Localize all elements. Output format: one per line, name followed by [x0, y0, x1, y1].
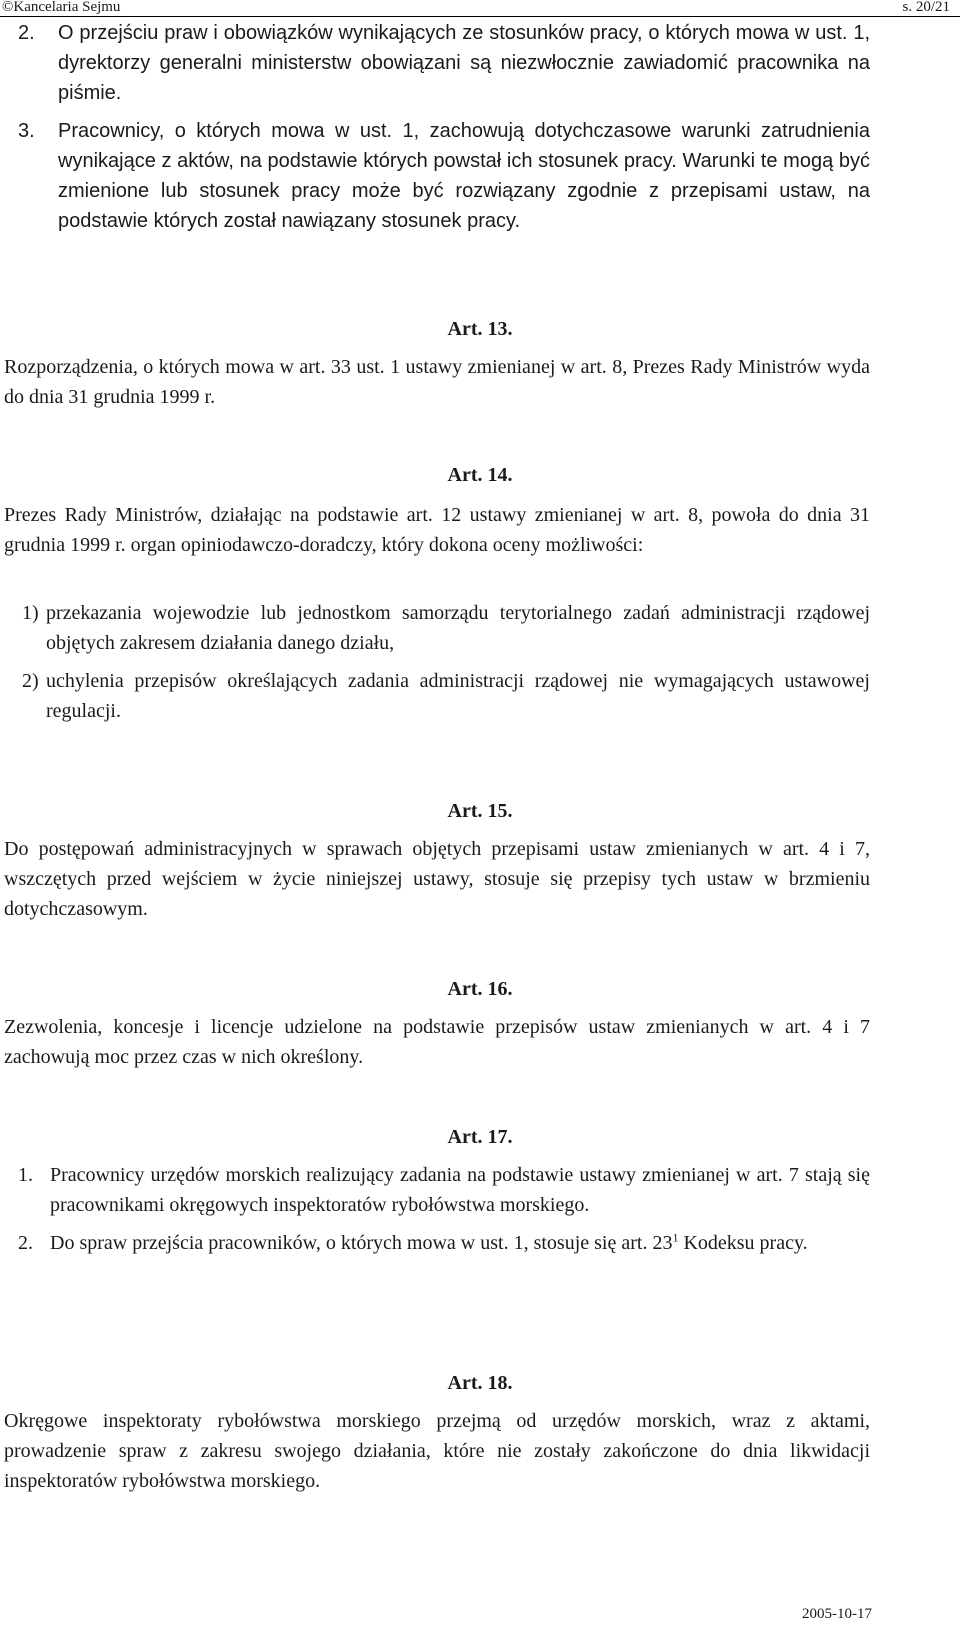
article-title: Art. 14. — [447, 464, 513, 486]
article-16-text: Zezwolenia, koncesje i licencje udzielone na podstawie przepisów ustaw zmienianych w art. 4 i 7 zachowują moc przez czas w nich określony. — [4, 1016, 870, 1068]
article-title: Art. 17. — [447, 1126, 513, 1148]
page-header — [0, 0, 960, 17]
intro-section — [4, 18, 870, 236]
paragraph-number: 2. — [18, 1232, 33, 1254]
paragraph-2 — [4, 18, 870, 108]
paragraph-text — [50, 1228, 870, 1258]
list-item-text: uchylenia przepisów określających zadania administracji rządowej nie wymagających ustawowej regulacji. — [46, 670, 870, 722]
article-15-text: Do postępowań administracyjnych w sprawach objętych przepisami ustaw zmienianych w art. 4 i 7, wszczętych przed wejściem w życie niniejszej ustawy, stosuje się przepisy tych ustaw w brzmieniu dotychczasowym. — [4, 838, 870, 920]
paragraph-3 — [4, 116, 870, 236]
article-title: Art. 16. — [447, 978, 513, 1000]
article-title: Art. 13. — [447, 318, 513, 340]
paragraph-text: O przejściu praw i obowiązków wynikających ze stosunków pracy, o których mowa w ust. 1, dyrektorzy generalni ministerstw obowiązani są niezwłocznie zawiadomić pracownika na piśmie. — [58, 22, 870, 104]
paragraph-text: Pracownicy, o których mowa w ust. 1, zachowują dotychczasowe warunki zatrudnienia wynikające z aktów, na podstawie których powstał ich stosunek pracy. Warunki te mogą być zmienione lub stosunek pracy może być rozwiązany zgodnie z przepisami ustaw, na podstawie których został nawiązany stosunek pracy. — [58, 120, 870, 232]
superscript: 1 — [672, 1230, 679, 1245]
paragraph-2 — [4, 1228, 870, 1258]
article-title: Art. 15. — [447, 800, 513, 822]
paragraph-text-before: Do spraw przejścia pracowników, o których mowa w ust. 1, stosuje się art. 23 — [50, 1232, 673, 1254]
article-14-list — [4, 598, 870, 726]
footer-date: 2005-10-17 — [802, 1606, 872, 1622]
article-14-text: Prezes Rady Ministrów, działając na podstawie art. 12 ustawy zmienianej w art. 8, powoła do dnia 31 grudnia 1999 r. organ opiniodawczo-doradczy, który dokona oceny możliwości: — [4, 504, 870, 556]
article-title: Art. 18. — [447, 1372, 513, 1394]
list-item-number: 1) — [22, 602, 39, 624]
article-13-text: Rozporządzenia, o których mowa w art. 33 ust. 1 ustawy zmienianej w art. 8, Prezes Rady Ministrów wyda do dnia 31 grudnia 1999 r. — [4, 356, 870, 408]
publisher-label: ©Kancelaria Sejmu — [2, 0, 121, 15]
list-item-number: 2) — [22, 670, 39, 692]
paragraph-text: Pracownicy urzędów morskich realizujący zadania na podstawie ustawy zmienianej w art. 7 stają się pracownikami okręgowych inspektoratów rybołówstwa morskiego. — [50, 1164, 870, 1216]
paragraph-text-after: Kodeksu pracy. — [678, 1232, 808, 1254]
paragraph-1 — [4, 1160, 870, 1220]
page-number: s. 20/21 — [902, 0, 950, 15]
paragraph-number: 2. — [18, 22, 35, 44]
list-item-text: przekazania wojewodzie lub jednostkom samorządu terytorialnego zadań administracji rządowej objętych zakresem działania danego działu, — [46, 602, 870, 654]
list-item — [4, 598, 870, 658]
paragraph-number: 1. — [18, 1164, 33, 1186]
paragraph-number: 3. — [18, 120, 35, 142]
article-18-text: Okręgowe inspektoraty rybołówstwa morskiego przejmą od urzędów morskich, wraz z aktami, prowadzenie spraw z zakresu swojego działania, które nie zostały zakończone do dnia likwidacji inspektoratów rybołówstwa morskiego. — [4, 1410, 870, 1492]
article-17-section — [4, 1160, 870, 1258]
list-item — [4, 666, 870, 726]
